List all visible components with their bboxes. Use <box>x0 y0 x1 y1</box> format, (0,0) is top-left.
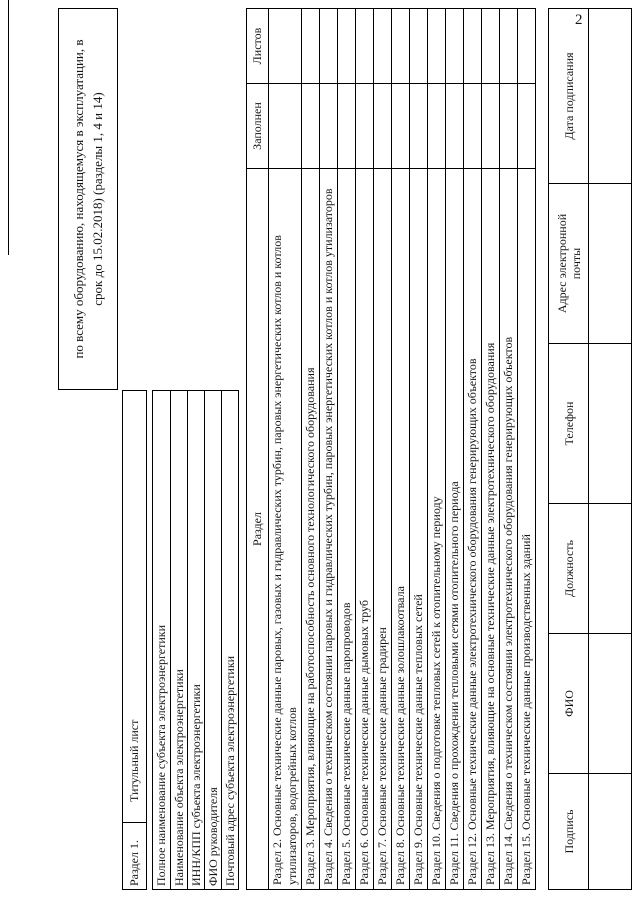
section-row <box>373 9 391 889</box>
header-continuation <box>58 8 118 390</box>
top-border-line <box>8 0 9 255</box>
section-row <box>391 9 409 889</box>
section-row <box>319 9 337 889</box>
section-row <box>301 9 319 889</box>
filled-cell <box>500 84 517 169</box>
signature-empty-row <box>589 9 631 889</box>
section-1-row <box>122 390 147 890</box>
sheets-cell <box>374 9 391 84</box>
header-line-1: по всему оборудованию, находящемуся в эксплуатации, в <box>71 39 86 359</box>
section-title-cell: Раздел 7. Основные технические данные градирен <box>375 627 389 885</box>
header-sheets: Листов <box>247 9 268 84</box>
sheets-cell <box>464 9 481 84</box>
section-title-cell: Раздел 5. Основные технические данные паропроводов <box>339 602 353 885</box>
signature-table <box>548 8 632 890</box>
title-fields-table <box>152 390 239 890</box>
section-title-cell: Раздел 13. Мероприятия, влияющие на основные технические данные электротехнического оборудования <box>483 342 497 885</box>
section-row <box>517 9 535 889</box>
signature-header-date: Дата подписания <box>549 9 588 184</box>
sheets-cell <box>320 9 337 84</box>
header-filled: Заполнен <box>247 84 268 169</box>
sheets-cell <box>338 9 355 84</box>
sheets-cell <box>392 9 409 84</box>
date-cell <box>589 9 631 184</box>
section-row <box>445 9 463 889</box>
signature-header-signature: Подпись <box>561 809 576 854</box>
phone-cell <box>589 344 631 504</box>
filled-cell <box>302 84 319 169</box>
signature-header-phone: Телефон <box>549 344 588 504</box>
filled-cell <box>446 84 463 169</box>
sheets-cell <box>518 9 535 84</box>
section-title-cell: Раздел 11. Сведения о прохождении тепловыми сетями отопительного периода <box>447 481 461 885</box>
section-row <box>409 9 427 889</box>
section-title-cell: Раздел 6. Основные технические данные дымовых труб <box>357 600 371 885</box>
section-title-cell: Раздел 2. Основные технические данные паровых, газовых и гидравлических турбин, паровых энергетических котлов и котлов утилизаторов, водогрейных котлов <box>270 235 299 885</box>
section-title-cell: Раздел 10. Сведения о подготовке тепловых сетей к отопительному периоду <box>429 496 443 885</box>
signature-header-email: Адрес электронной почты <box>549 184 588 344</box>
section-title-cell: Раздел 12. Основные технические данные электротехнического оборудования генерирующих объектов <box>465 358 479 885</box>
filled-cell <box>410 84 427 169</box>
signature-cell <box>589 774 631 889</box>
sheets-cell <box>356 9 373 84</box>
sheets-cell <box>269 9 301 84</box>
section-row <box>499 9 517 889</box>
sheets-cell <box>428 9 445 84</box>
filled-cell <box>374 84 391 169</box>
page-number: 2 <box>575 12 583 28</box>
sheets-cell <box>410 9 427 84</box>
email-cell <box>589 184 631 344</box>
title-field-row: Почтовый адрес субъекта электроэнергетики <box>221 391 238 889</box>
filled-cell <box>320 84 337 169</box>
filled-cell <box>428 84 445 169</box>
sections-table <box>246 8 536 890</box>
filled-cell <box>269 84 301 169</box>
title-field-row: ФИО руководителя <box>204 391 221 889</box>
title-field-row: Полное наименование субъекта электроэнергетики <box>154 624 168 886</box>
signature-header-row <box>549 9 589 889</box>
sheets-cell <box>446 9 463 84</box>
header-line-2: срок до 15.02.2018) (разделы 1, 4 и 14) <box>90 92 105 306</box>
section-row <box>268 9 301 889</box>
section-row <box>481 9 499 889</box>
name-cell <box>589 634 631 774</box>
position-cell <box>589 504 631 634</box>
signature-header-position: Должность <box>549 504 588 634</box>
filled-cell <box>482 84 499 169</box>
title-field-row: ИНН/КПП субъекта электроэнергетики <box>187 391 204 889</box>
header-section: Раздел <box>250 512 264 546</box>
filled-cell <box>392 84 409 169</box>
title-field-row: Наименование объекта электроэнергетики <box>170 391 187 889</box>
section-row <box>463 9 481 889</box>
section-title-cell: Раздел 3. Мероприятия, влияющие на работоспособность основного технологического оборудования <box>303 367 317 885</box>
section-title-cell: Раздел 9. Основные технические данные тепловых сетей <box>411 594 425 885</box>
filled-cell <box>518 84 535 169</box>
section-1-label: Раздел 1. <box>123 822 146 889</box>
signature-header-name: ФИО <box>549 634 588 774</box>
section-1-title: Титульный лист <box>127 719 141 802</box>
sheets-cell <box>482 9 499 84</box>
section-title-cell: Раздел 8. Основные технические данные золошлакоотвала <box>393 586 407 885</box>
section-title-cell: Раздел 15. Основные технические данные производственных зданий <box>519 534 533 885</box>
section-row <box>427 9 445 889</box>
filled-cell <box>356 84 373 169</box>
filled-cell <box>338 84 355 169</box>
section-row <box>355 9 373 889</box>
section-title-cell: Раздел 14. Сведения о техническом состоянии электротехнического оборудования генерирующих объектов <box>501 336 515 885</box>
section-row <box>337 9 355 889</box>
sheets-cell <box>302 9 319 84</box>
sheets-cell <box>500 9 517 84</box>
sections-table-header <box>247 9 268 889</box>
filled-cell <box>464 84 481 169</box>
section-title-cell: Раздел 4. Сведения о техническом состоянии паровых и гидравлических турбин, паровых энергетических котлов и котлов утилизаторов <box>321 188 335 885</box>
